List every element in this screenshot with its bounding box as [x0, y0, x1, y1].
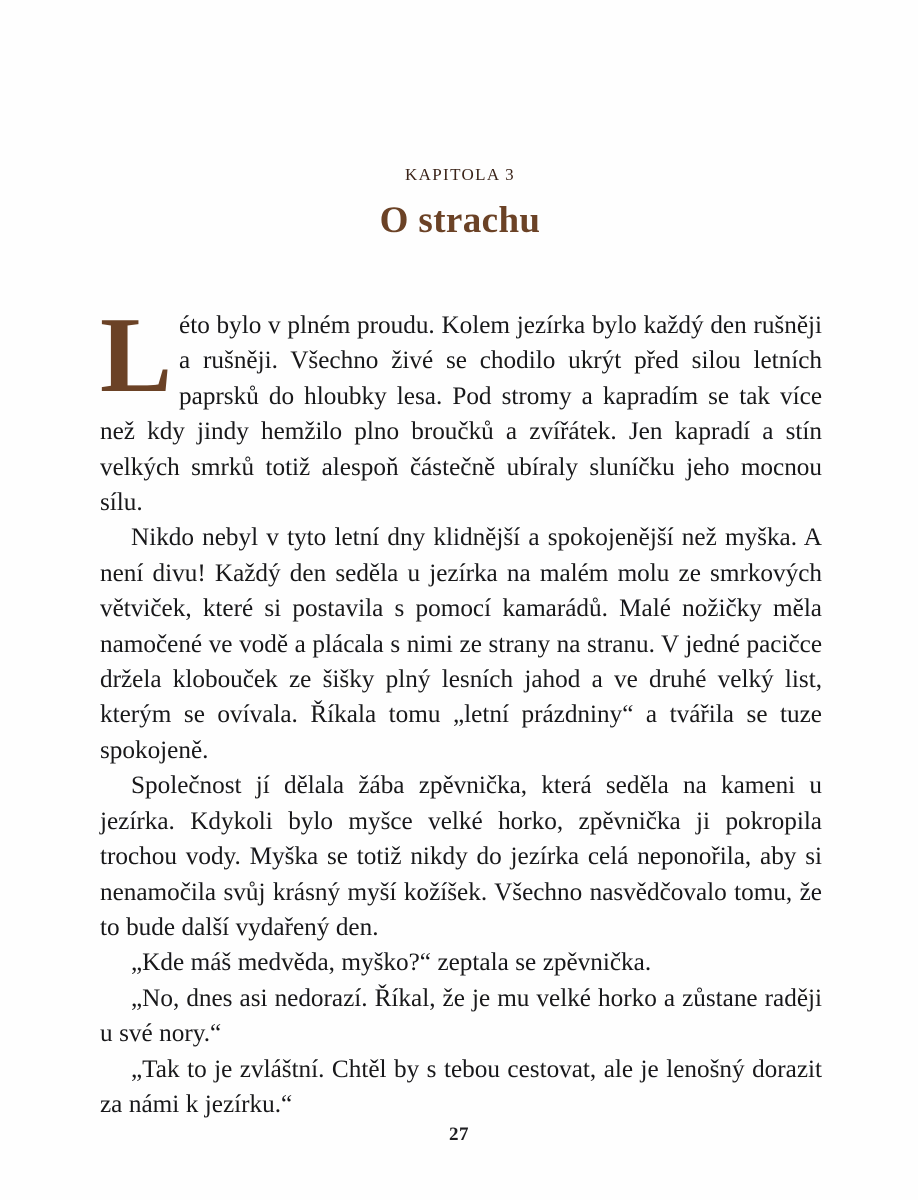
chapter-header [100, 166, 820, 242]
paragraph-1-text: éto bylo v plném proudu. Kolem jezírka bylo každý den rušněji a rušněji. Všechno živé se chodilo ukrýt před silou letních paprsků do hloubky lesa. Pod stromy a kapradím se tak více než kdy jindy hemžilo plno broučků a zvířátek. Jen kapradí a stín velkých smrků totiž alespoň částečně ubíraly sluníčku jeho mocnou sílu. [100, 312, 822, 517]
paragraph-5-dialogue: „No, dnes asi nedorazí. Říkal, že je mu velké horko a zůstane raději u své nory.“ [100, 984, 822, 1048]
drop-cap-letter: L [100, 296, 173, 415]
chapter-number-label: KAPITOLA 3 [405, 165, 515, 184]
paragraph-1 [100, 296, 822, 520]
page-number: 27 [449, 1124, 469, 1145]
body-text-block [100, 296, 822, 1122]
paragraph-3: Společnost jí dělala žába zpěvnička, která seděla na kameni u jezírka. Kdykoli bylo myšce velké horko, zpěvnička ji pokropila trochou vody. Myška se totiž nikdy do jezírka celá neponořila, aby si nenamočila svůj krásný myší kožíšek. Všechno nasvědčovalo tomu, že to bude další vydařený den. [100, 772, 822, 941]
chapter-title: O strachu [379, 200, 541, 241]
paragraph-6-dialogue: „Tak to je zvláštní. Chtěl by s tebou cestovat, ale je lenošný dorazit za námi k jezírku.“ [100, 1055, 822, 1118]
paragraph-2: Nikdo nebyl v tyto letní dny klidnější a spokojenější než myška. A není divu! Každý den seděla u jezírka na malém molu ze smrkových větviček, které si postavila s pomocí kamarádů. Malé nožičky měla namočené ve vodě a plácala s nimi ze strany na stranu. V jedné pacičce držela klobouček ze šišky plný lesních jahod a ve druhé velký list, kterým se ovívala. Říkala tomu „letní prázdniny“ a tvářila se tuze spokojeně. [100, 524, 822, 764]
paragraph-4-dialogue: „Kde máš medvěda, myško?“ zeptala se zpěvnička. [131, 949, 652, 977]
